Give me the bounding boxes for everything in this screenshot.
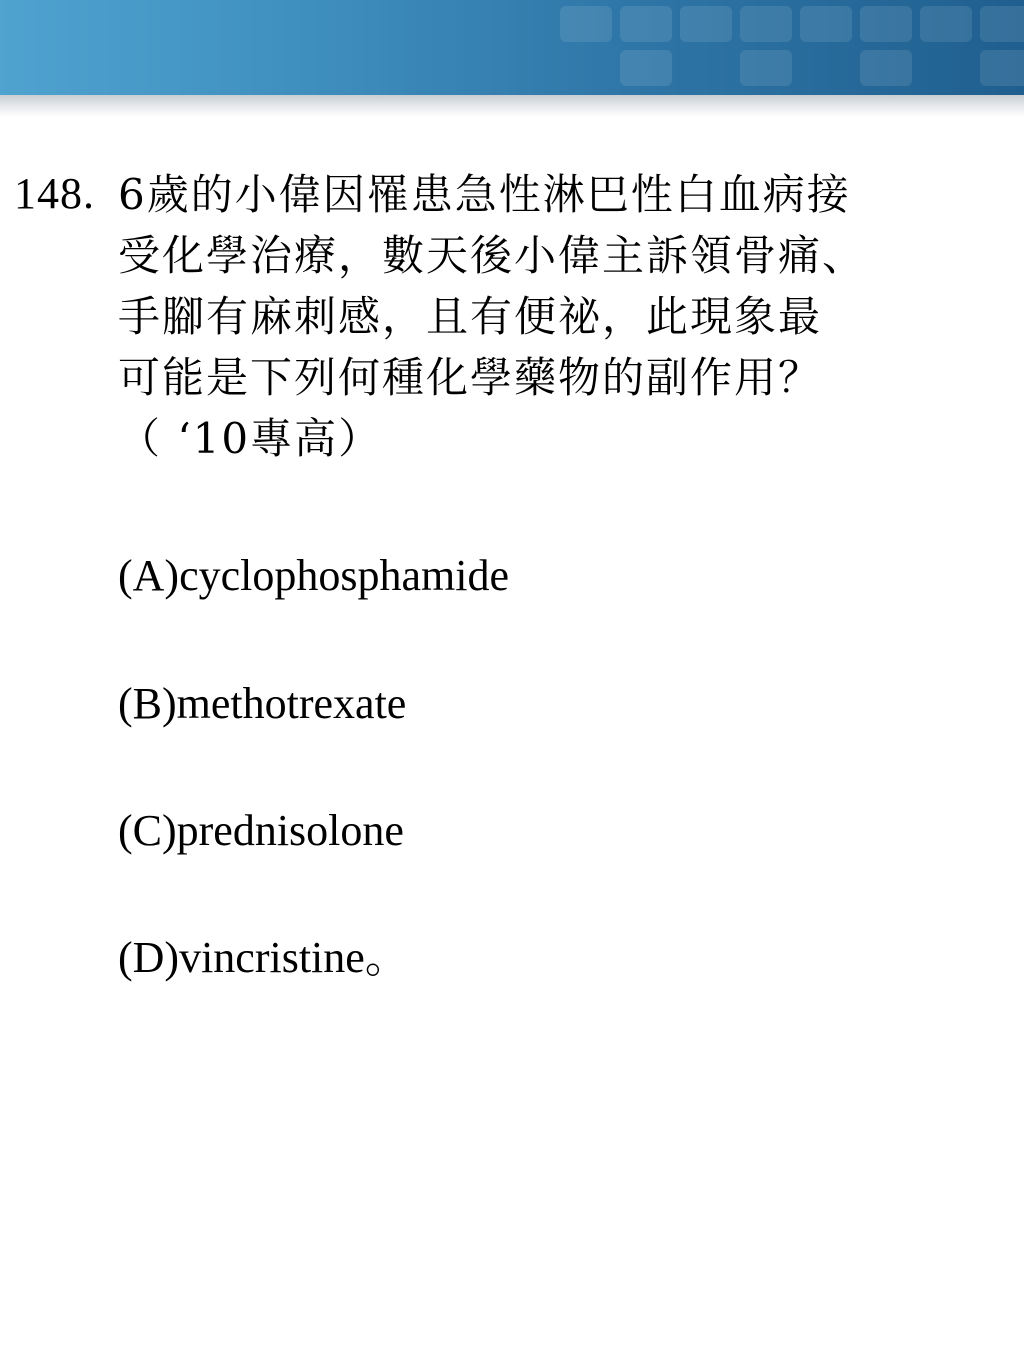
banner-tile-decoration	[620, 50, 672, 86]
banner-tile-decoration	[800, 6, 852, 42]
banner-tile-decoration	[560, 6, 612, 42]
header-divider-shadow	[0, 95, 1024, 117]
banner-tile-decoration	[860, 6, 912, 42]
banner-tile-decoration	[980, 6, 1024, 42]
option-d: (D)vincristine。	[118, 933, 409, 982]
option-c: (C)prednisolone	[118, 806, 404, 855]
question-number: 148.	[14, 169, 95, 218]
banner-tile-decoration	[740, 50, 792, 86]
question-stem-line: 6歲的小偉因罹患急性淋巴性白血病接	[118, 170, 851, 219]
question-stem-line: （ ‘10專高）	[118, 414, 383, 463]
question-stem	[118, 164, 1018, 469]
question-stem-line: 手腳有麻刺感，且有便祕，此現象最	[118, 292, 823, 341]
header-banner	[0, 0, 1024, 95]
banner-tile-decoration	[980, 50, 1024, 86]
banner-tile-decoration	[860, 50, 912, 86]
question-stem-line: 可能是下列何種化學藥物的副作用？	[118, 353, 823, 402]
banner-tile-decoration	[920, 6, 972, 42]
option-a: (A)cyclophosphamide	[118, 551, 509, 600]
banner-tile-decoration	[680, 6, 732, 42]
question-stem-line: 受化學治療，數天後小偉主訴領骨痛、	[118, 231, 867, 280]
option-b: (B)methotrexate	[118, 679, 407, 728]
banner-tile-decoration	[740, 6, 792, 42]
banner-tile-decoration	[620, 6, 672, 42]
